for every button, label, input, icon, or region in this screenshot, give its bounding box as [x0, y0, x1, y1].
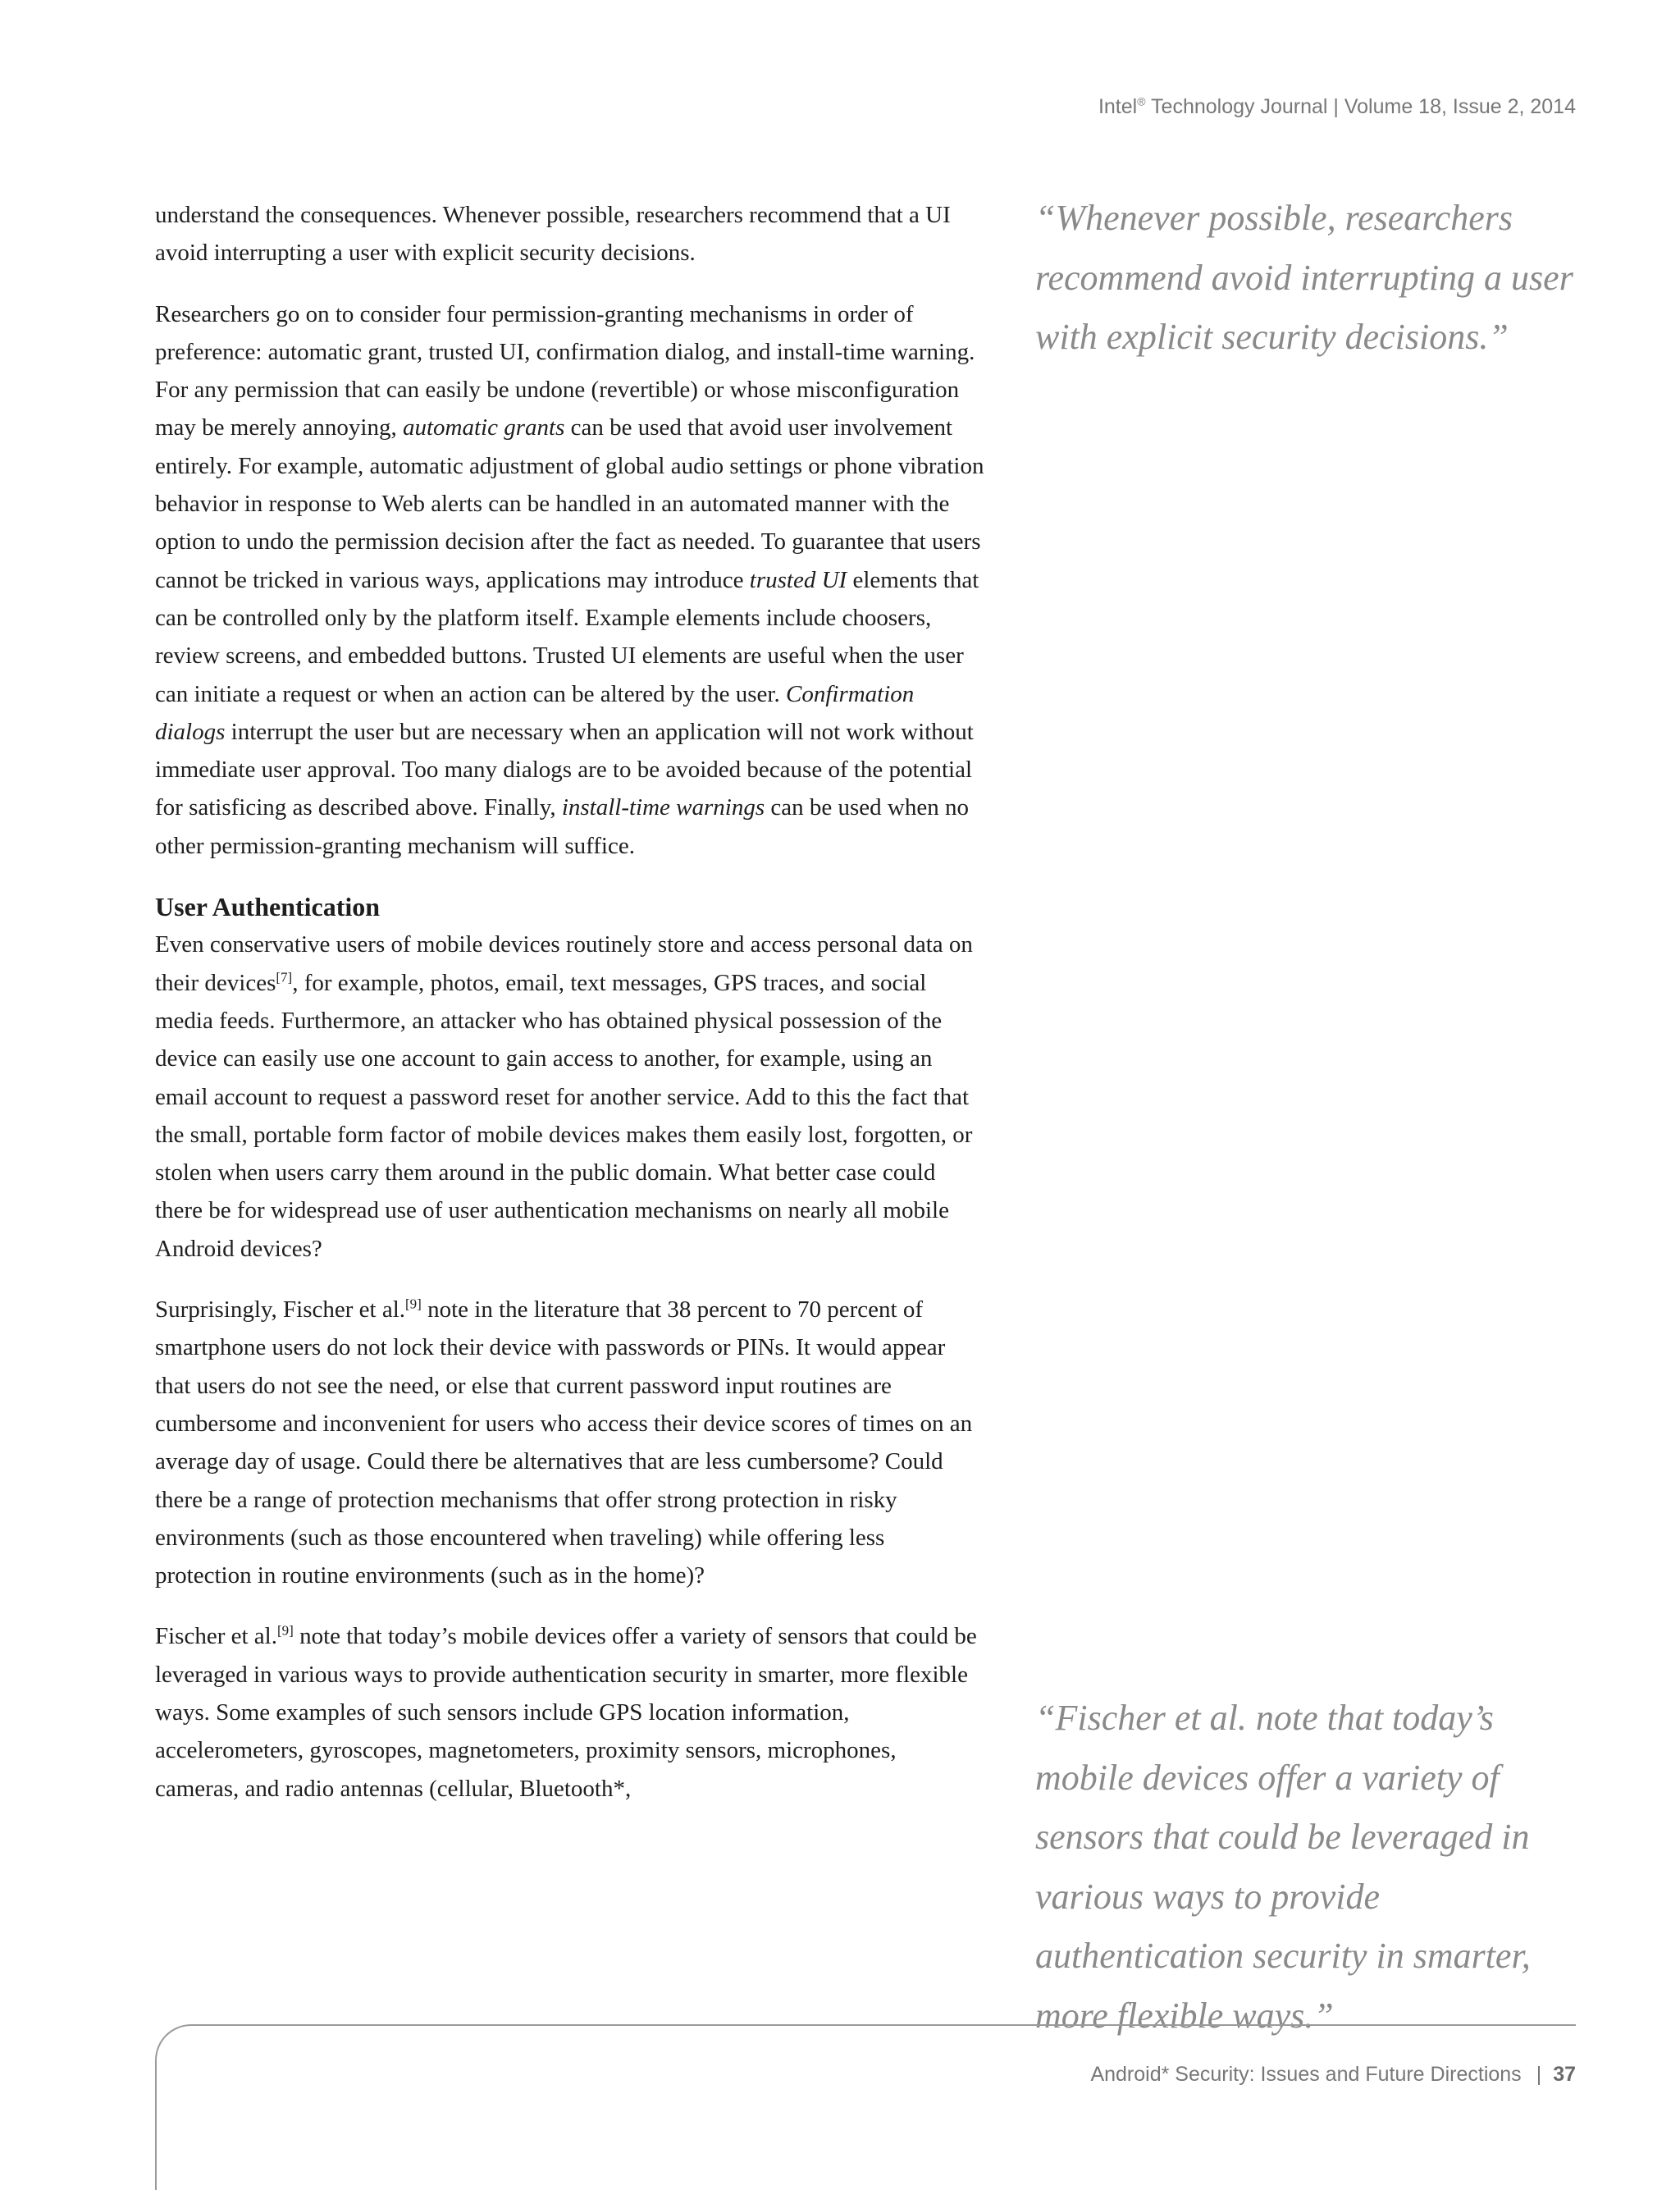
footer-separator: | [1536, 2063, 1542, 2086]
running-footer [1090, 2063, 1576, 2087]
header-registered-mark: ® [1137, 94, 1146, 108]
citation-ref: [9] [276, 1622, 294, 1639]
running-header [1098, 95, 1576, 119]
term-trusted-ui: trusted UI [749, 566, 847, 593]
header-journal-info: Technology Journal | Volume 18, Issue 2, 2014 [1145, 95, 1576, 118]
paragraph-1: understand the consequences. Whenever possible, researchers recommend that a UI avoid interrupting a user with explicit security decisions. [155, 202, 951, 267]
footer-article-title: Android* Security: Issues and Future Directions [1090, 2063, 1522, 2086]
term-confirmation-dialogs: Confirmation dialogs [155, 680, 915, 745]
paragraph-4: Surprisingly, Fischer et al.[9] note in the literature that 38 percent to 70 percent of smartphone users do not lock their device with passwords or PINs. It would appear that users do not see the need, or else that current password input routines are cumbersome and inconvenient for users who access their device scores of times on an average day of usage. Could there be alternatives that are less cumbersome? Could there be a range of protection mechanisms that offer strong protection in risky environments (such as those encountered when traveling) while offering less protection in routine environments (such as in the home)? [155, 1296, 973, 1589]
paragraph-3: Even conservative users of mobile devices routinely store and access personal data on their devices[7], for example, photos, email, text messages, GPS traces, and social media feeds. Furthermore, an attacker who has obtained physical possession of the device can easily use one account to gain access to another, for example, using an email account to request a password reset for another service. Add to this the fact that the small, portable form factor of mobile devices makes them easily lost, forgotten, or stolen when users carry them around in the public domain. What better case could there be for widespread use of user authentication mechanisms on nearly all mobile Android devices? [155, 931, 973, 1262]
citation-ref: [9] [405, 1296, 422, 1312]
paragraph-5: Fischer et al.[9] note that today’s mobile devices offer a variety of sensors that could be leveraged in various ways to provide authentication security in smarter, more flexible ways. Some examples of such sensors include GPS location information, accelerometers, gyroscopes, magnetometers, proximity sensors, microphones, cameras, and radio antennas (cellular, Bluetooth*, [155, 1622, 977, 1802]
footer-rule [155, 2024, 1576, 2190]
pull-quote-2: “Fischer et al. note that today’s mobile devices offer a variety of sensors that could be leveraged in various ways to provide authentication security in smarter, more flexible ways.” [1035, 1698, 1531, 2036]
paragraph-2: Researchers go on to consider four permission-granting mechanisms in order of preference: automatic grant, trusted UI, confirmation dialog, and install-time warning. For any permission that can easily be undone (revertible) or whose misconfiguration may be merely annoying, automatic grants can be used that avoid user involvement entirely. For example, automatic adjustment of global audio settings or phone vibration behavior in response to Web alerts can be handled in an automated manner with the option to undo the permission decision after the fact as needed. To guarantee that users cannot be tricked in various ways, applications may introduce trusted UI elements that can be controlled only by the platform itself. Example elements include choosers, review screens, and embedded buttons. Trusted UI elements are useful when the user can initiate a request or when an action can be altered by the user. Confirmation dialogs interrupt the user but are necessary when an application will not work without immediate user approval. Too many dialogs are to be avoided because of the potential for satisficing as described above. Finally, install-time warnings can be used when no other permission-granting mechanism will suffice. [155, 300, 984, 859]
pull-quote-1: “Whenever possible, researchers recommend avoid interrupting a user with explicit security decisions.” [1035, 198, 1573, 358]
term-automatic-grants: automatic grants [403, 414, 565, 441]
term-install-time-warnings: install-time warnings [561, 794, 765, 821]
page-number: 37 [1553, 2063, 1576, 2086]
header-brand: Intel [1098, 95, 1138, 118]
citation-ref: [7] [276, 968, 293, 985]
main-column [155, 196, 985, 1831]
section-heading: User Authentication [155, 892, 381, 922]
